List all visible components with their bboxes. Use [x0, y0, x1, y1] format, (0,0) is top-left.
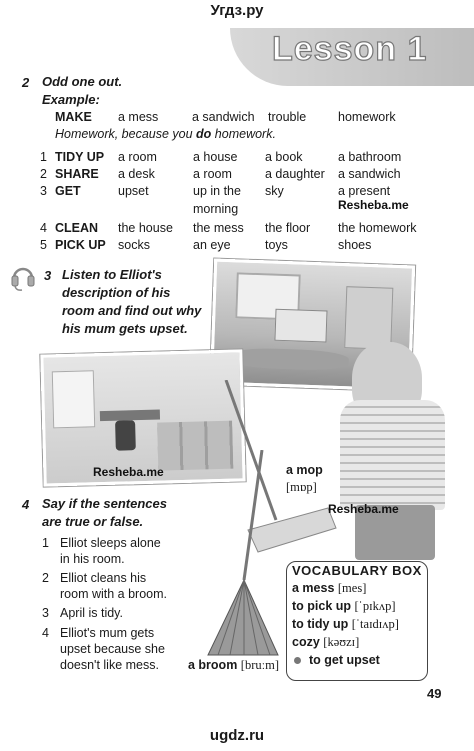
item-text: Elliot cleans his: [60, 571, 147, 585]
shelf-shape: [344, 286, 393, 350]
row-word: a present: [338, 184, 391, 198]
example-answer-text: homework.: [211, 127, 276, 141]
vocab-ipa: [mes]: [337, 581, 367, 595]
vocab-item: [292, 599, 395, 614]
example-word: a mess: [118, 110, 159, 124]
row-verb: SHARE: [55, 167, 99, 181]
chair-shape: [115, 420, 136, 451]
vocab-ipa: [kəʊzɪ]: [323, 635, 360, 649]
boy-shirt: [340, 400, 445, 510]
mop-ipa: [mɒp]: [286, 480, 317, 494]
bullet-dot-icon: [294, 657, 301, 664]
example-word: trouble: [268, 110, 307, 124]
headphones-icon[interactable]: [10, 262, 36, 292]
row-word: the homework: [338, 221, 417, 235]
vocab-word: to tidy up: [292, 617, 349, 631]
row-word: a house: [193, 150, 238, 164]
row-number: 2: [40, 167, 47, 181]
window-shape: [52, 370, 95, 428]
example-answer-text: Homework, because you: [55, 127, 197, 141]
row-number: 3: [40, 184, 47, 198]
broom-word: a broom: [188, 658, 238, 672]
mop-label: a mop: [286, 463, 323, 477]
task3-number: 3: [44, 268, 52, 283]
row-number: 4: [40, 221, 47, 235]
task3-line: description of his: [62, 285, 171, 300]
vocab-ipa: [ˈpɪkʌp]: [354, 599, 396, 613]
task3-line: Listen to Elliot's: [62, 267, 162, 282]
row-word: the floor: [265, 221, 311, 235]
task2-example-label: Example:: [42, 92, 100, 107]
row-word: socks: [118, 238, 150, 252]
watermark: Resheba.me: [328, 502, 399, 516]
item-text: in his room.: [60, 552, 125, 566]
example-answer-bold: do: [196, 127, 212, 141]
site-footer: ugdz.ru: [209, 727, 265, 744]
vocab-item: [292, 617, 399, 632]
row-number: 5: [40, 238, 47, 252]
vocab-item: [294, 653, 380, 667]
item-number: 1: [42, 536, 49, 550]
row-word: a book: [265, 150, 303, 164]
row-word: a daughter: [265, 167, 325, 181]
row-word-cont: morning: [193, 202, 239, 216]
broom-ipa: [bruːm]: [240, 658, 279, 672]
row-verb: GET: [55, 184, 81, 198]
floor-clutter-shape: [228, 347, 349, 371]
item-text: room with a broom.: [60, 587, 167, 601]
item-number: 2: [42, 571, 49, 585]
item-text: Elliot sleeps alone: [60, 536, 161, 550]
example-answer: [55, 127, 276, 141]
row-word: shoes: [338, 238, 372, 252]
vocab-word: cozy: [292, 635, 320, 649]
row-word: an eye: [193, 238, 231, 252]
task4-title: are true or false.: [42, 514, 144, 529]
row-word: a sandwich: [338, 167, 401, 181]
watermark: Resheba.me: [338, 198, 409, 212]
task2-title: Odd one out.: [42, 74, 123, 89]
task2-number: 2: [22, 75, 30, 90]
item-text: doesn't like mess.: [60, 658, 159, 672]
row-word: upset: [118, 184, 149, 198]
vocab-word: to pick up: [292, 599, 352, 613]
desk-shape: [274, 309, 327, 343]
vocab-item: [292, 635, 359, 650]
row-word: toys: [265, 238, 288, 252]
task4-title: Say if the sentences: [42, 496, 167, 511]
row-word: up in the: [193, 184, 241, 198]
row-verb: CLEAN: [55, 221, 99, 235]
task4-number: 4: [22, 497, 30, 512]
example-word: a sandwich: [192, 110, 255, 124]
vocab-word: a mess: [292, 581, 335, 595]
row-number: 1: [40, 150, 47, 164]
task3-line: room and find out why: [62, 303, 202, 318]
row-verb: TIDY UP: [55, 150, 105, 164]
watermark: Resheba.me: [93, 465, 164, 479]
row-word: sky: [265, 184, 284, 198]
broom-illustration: [198, 450, 288, 670]
item-number: 4: [42, 626, 49, 640]
row-word: a desk: [118, 167, 155, 181]
row-word: a room: [193, 167, 232, 181]
row-word: the house: [118, 221, 173, 235]
item-text: April is tidy.: [60, 606, 123, 620]
row-word: a room: [118, 150, 157, 164]
vocab-ipa: [ˈtaɪdɪʌp]: [351, 617, 399, 631]
item-number: 3: [42, 606, 49, 620]
vocab-item: [292, 581, 366, 596]
example-word: homework: [338, 110, 396, 124]
row-word: the mess: [193, 221, 244, 235]
broom-label: [188, 658, 279, 673]
lesson-title: Lesson 1: [272, 30, 428, 68]
site-header: Угдз.ру: [210, 2, 264, 19]
item-text: upset because she: [60, 642, 165, 656]
vocab-word: to get upset: [309, 653, 380, 667]
row-verb: PICK UP: [55, 238, 106, 252]
item-text: Elliot's mum gets: [60, 626, 155, 640]
row-word: a bathroom: [338, 150, 402, 164]
task3-line: his mum gets upset.: [62, 321, 188, 336]
vocabulary-title: VOCABULARY BOX: [292, 563, 422, 578]
page-number: 49: [427, 686, 442, 701]
example-verb: MAKE: [55, 110, 92, 124]
